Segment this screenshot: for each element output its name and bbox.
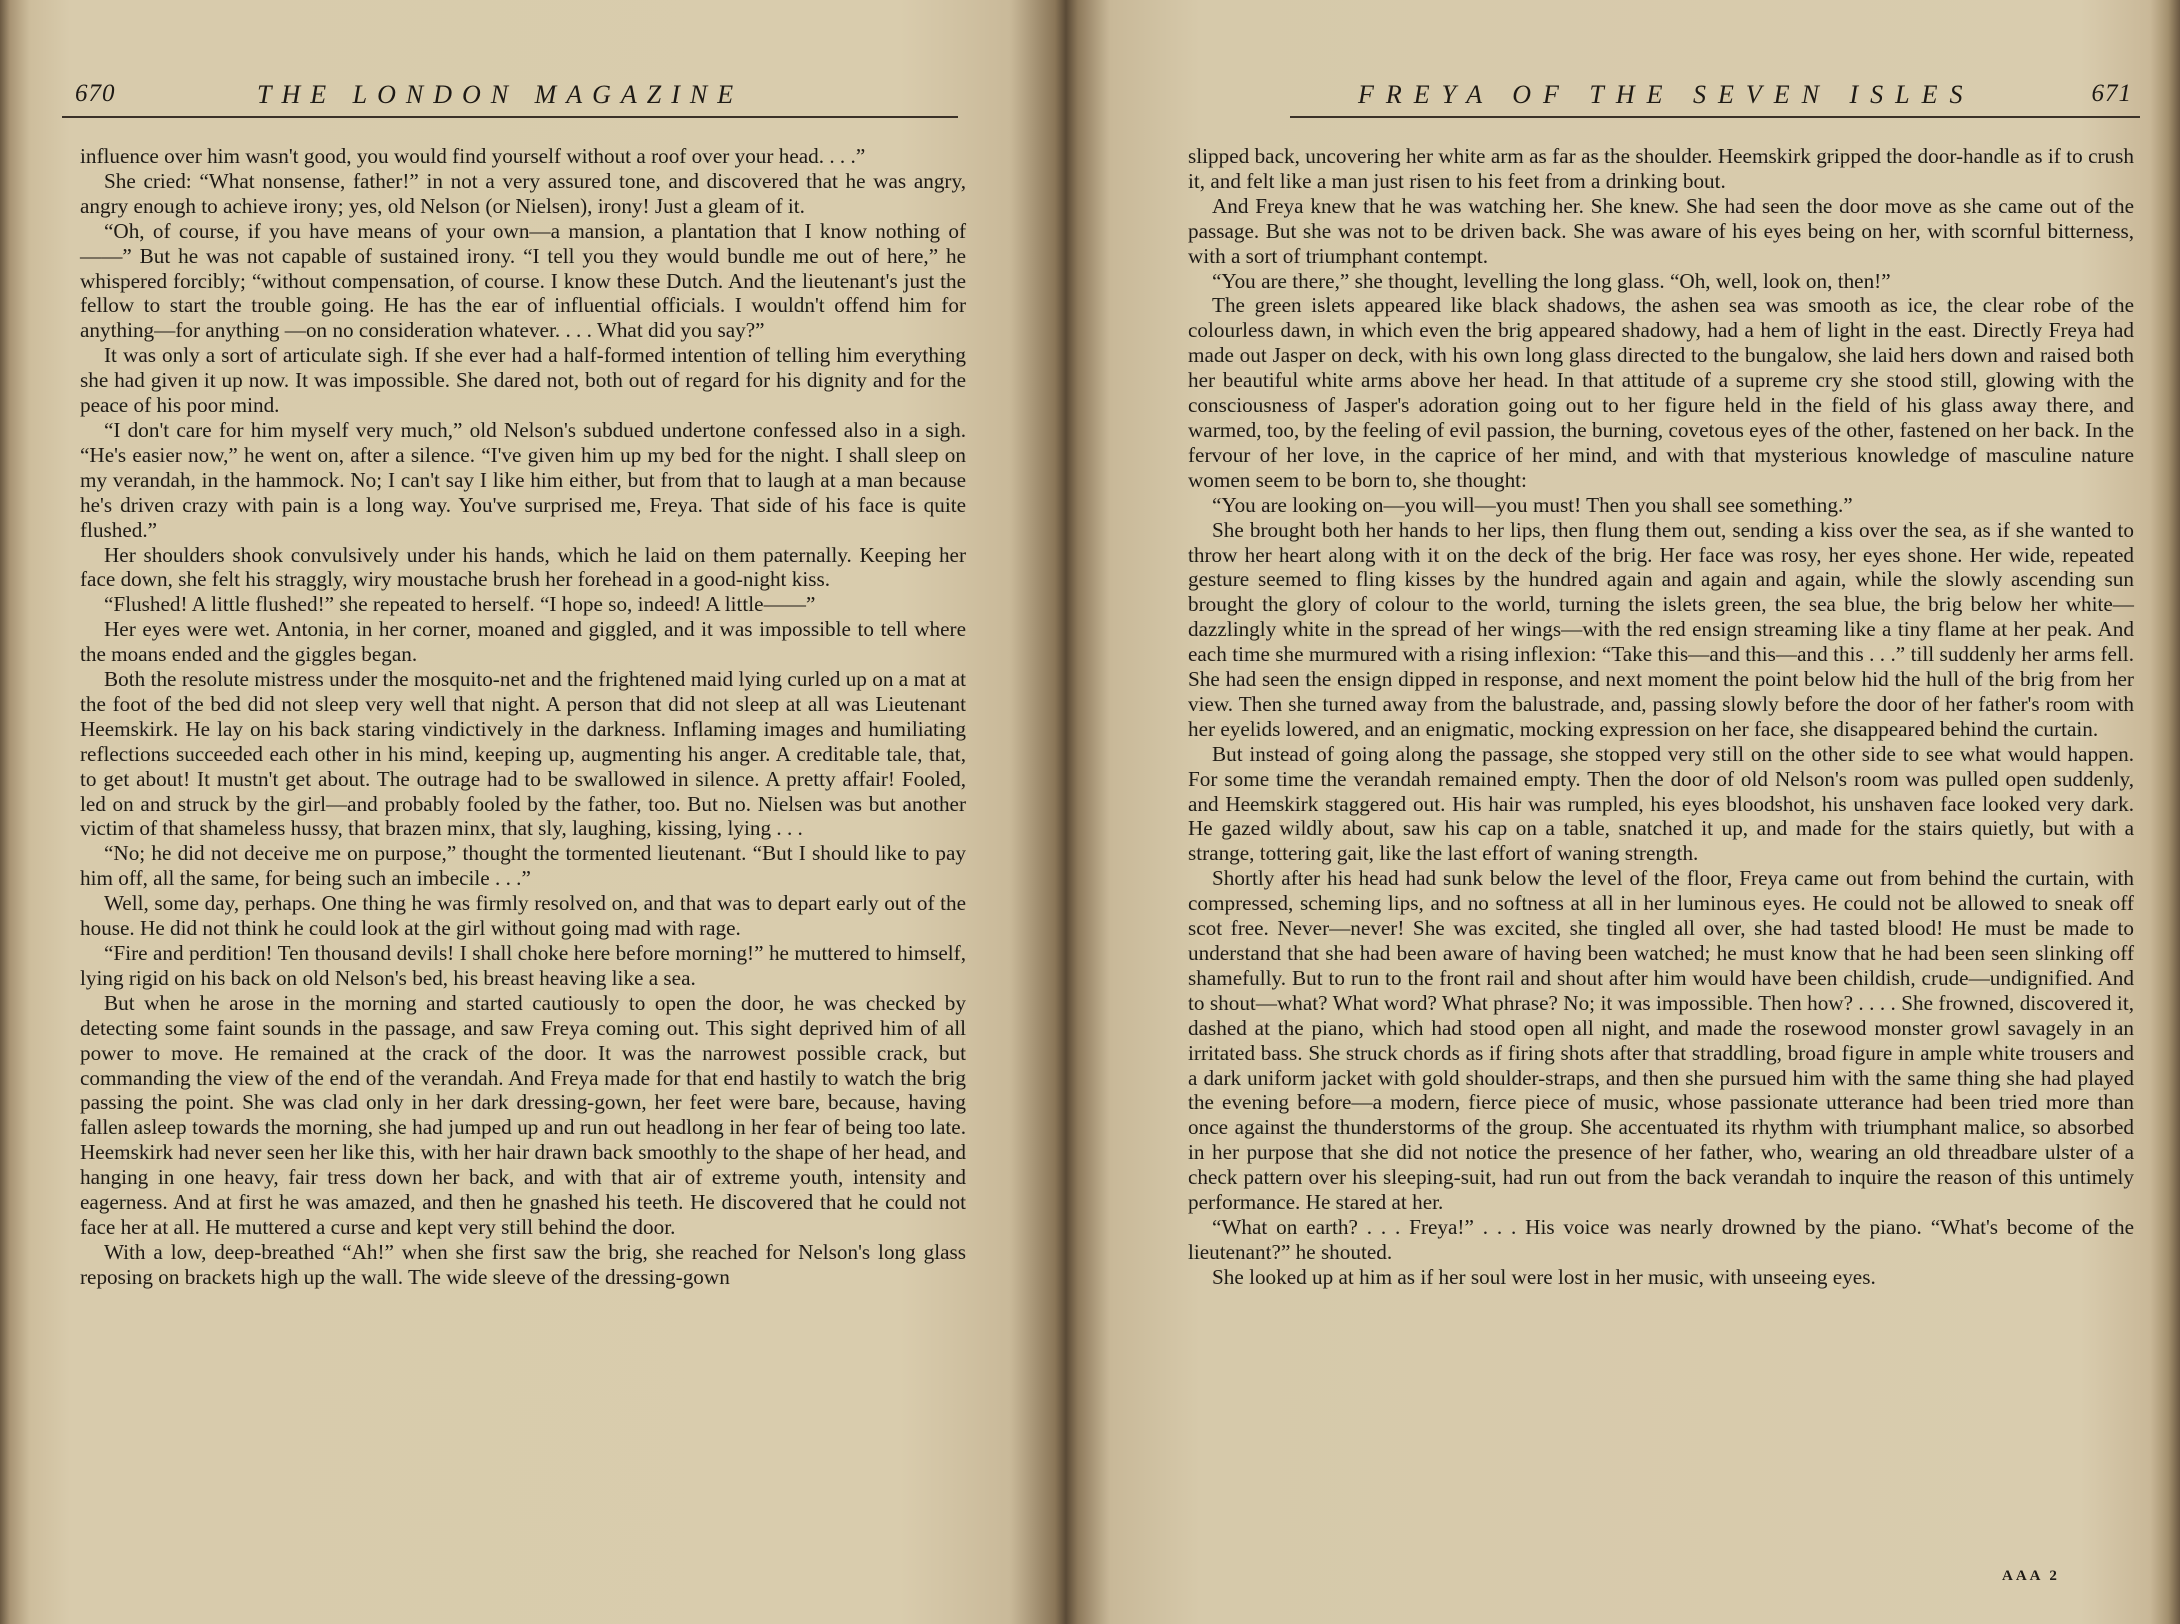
paragraph: “You are there,” she thought, levelling the long glass. “Oh, well, look on, then!” [1212,268,1891,293]
paragraph: She looked up at him as if her soul were lost in her music, with unseeing eyes. [1212,1264,1876,1289]
paragraph: “Flushed! A little flushed!” she repeated to herself. “I hope so, indeed! A little——” [104,592,816,617]
paragraph: “What on earth? . . . Freya!” . . . His voice was nearly drowned by the piano. “What's become of the lieutenant?” he shouted. [1188,1214,2134,1264]
right-page-number: 671 [2091,80,2132,107]
paragraph: Her eyes were wet. Antonia, in her corner, moaned and giggled, and it was impossible to tell where the moans ended and the giggles began. [80,617,966,667]
paragraph: The green islets appeared like black shadows, the ashen sea was smooth as ice, the clear robe of the colourless dawn, in which even the brig appeared shadowy, had a hem of light in the east. Directly Freya had made out Jasper on deck, with his own long glass directed to the bungalow, she laid hers down and raised both her beautiful white arms above her head. In that attitude of a supreme cry she stood still, glowing with the consciousness of Jasper's adoration going out to her figure held in the field of his glass away there, and warmed, too, by the feeling of evil passion, the burning, covetous eyes of the other, fastened on her back. In the fervour of her love, in the caprice of her mind, and with that mysterious knowledge of masculine nature women seem to be born to, she thought: [1188,293,2134,492]
paragraph: She brought both her hands to her lips, then flung them out, sending a kiss over the sea, as if she wanted to throw her heart along with it on the deck of the brig. Her face was rosy, her eyes shone. Her wide, repeated gesture seemed to fling kisses by the hundred again and again and again, while the slowly ascending sun brought the glory of colour to the world, turning the islets green, the sea blue, the brig below her white—dazzlingly white in the spread of her wings—with the red ensign streaming like a tiny flame at her peak. And each time she murmured with a rising inflexion: “Take this—and this—and this . . .” till suddenly her arms fell. She had seen the ensign dipped in response, and next moment the point below hid the hull of the brig from her view. Then she turned away from the balustrade, and, passing slowly before the door of her father's room with her eyelids lowered, and an enigmatic, mocking expression on her face, she disappeared behind the curtain. [1188,517,2134,741]
right-running-header [1290,70,2140,118]
paragraph: “Oh, of course, if you have means of your own—a mansion, a plantation that I know nothing of——” But he was not capable of sustained irony. “I tell you they would bundle me out of here,” he whispered forcibly; “without compensation, of course. I know these Dutch. And the lieutenant's just the fellow to start the trouble going. He has the ear of influential officials. I wouldn't offend him for anything—for anything —on no consideration whatever. . . . What did you say?” [80,218,966,343]
paragraph: And Freya knew that he was watching her. She knew. She had seen the door move as she came out of the passage. But she was not to be driven back. She was aware of his eyes being on her, with scornful bitterness, with a sort of triumphant contempt. [1188,193,2134,268]
paragraph: Shortly after his head had sunk below the level of the floor, Freya came out from behind the curtain, with compressed, scheming lips, and no softness at all in her luminous eyes. He could not be allowed to sneak off scot free. Never—never! She was excited, she tingled all over, she had tasted blood! He must be made to understand that she had been aware of having been watched; he must know that he had been seen slinking off shamefully. But to run to the front rail and shout after him would have been childish, crude—undignified. And to shout—what? What word? What phrase? No; it was impossible. Then how? . . . . She frowned, discovered it, dashed at the piano, which had stood open all night, and made the rosewood monster growl savagely in an irritated bass. She struck chords as if firing shots after that straddling, broad figure in ample white trousers and a dark uniform jacket with gold shoulder-straps, and then she pursued him with the same thing she had played the evening before—a modern, fierce piece of music, whose passionate utterance had been tried more than once against the thunderstorms of the group. She accentuated its rhythm with triumphant malice, so absorbed in her purpose that she did not notice the presence of her father, who, wearing an old threadbare ulster of a check pattern over his sleeping-suit, had run out from the back verandah to inquire the reason of this untimely performance. He stared at her. [1188,866,2134,1215]
paragraph: slipped back, uncovering her white arm as far as the shoulder. Heemskirk gripped the door-handle as if to crush it, and felt like a man just risen to his feet from a drinking bout. [1188,144,2134,193]
left-page [0,0,1066,1624]
paragraph: “You are looking on—you will—you must! Then you shall see something.” [1212,492,1853,517]
paragraph: With a low, deep-breathed “Ah!” when she first saw the brig, she reached for Nelson's long glass reposing on brackets high up the wall. The wide sleeve of the dressing-gown [80,1239,966,1289]
paragraph: “Fire and perdition! Ten thousand devils! I shall choke here before morning!” he muttered to himself, lying rigid on his back on old Nelson's bed, his breast heaving like a sea. [80,941,966,990]
left-page-number: 670 [75,80,116,107]
paragraph: “I don't care for him myself very much,” old Nelson's subdued undertone confessed also in a sigh. “He's easier now,” he went on, after a silence. “I've given him up my bed for the night. I shall sleep on my verandah, in the hammock. No; I can't say I like him either, but from that to laugh at a man because he's driven crazy with pain is a long way. You've surprised me, Freya. That side of his face is quite flushed.” [80,417,966,542]
left-running-head-title: THE LONDON MAGAZINE [257,80,744,109]
paragraph: Well, some day, perhaps. One thing he was firmly resolved on, and that was to depart early out of the house. He did not think he could look at the girl without going mad with rage. [80,891,966,941]
signature-mark: AAA 2 [2002,1568,2060,1584]
paragraph: But instead of going along the passage, she stopped very still on the other side to see what would happen. For some time the verandah remained empty. Then the door of old Nelson's room was pulled open suddenly, and Heemskirk staggered out. His hair was rumpled, his eyes bloodshot, his unshaven face looked very dark. He gazed wildly about, saw his cap on a table, snatched it up, and made for the stairs quietly, but with a strange, tottering gait, like the last effort of waning strength. [1188,741,2134,866]
paragraph: But when he arose in the morning and started cautiously to open the door, he was checked by detecting some faint sounds in the passage, and saw Freya coming out. This sight deprived him of all power to move. He remained at the crack of the door. It was the narrowest possible crack, but commanding the view of the end of the verandah. And Freya made for that end hastily to watch the brig passing the point. She was clad only in her dark dressing-gown, her feet were bare, because, having fallen asleep towards the morning, she had jumped up and run out headlong in her fear of being too late. Heemskirk had never seen her like this, with her hair drawn back smoothly to the shape of her head, and hanging in one heavy, fair tress down her back, and with that air of extreme youth, intensity and eagerness. And at first he was amazed, and then he gnashed his teeth. He discovered that he could not face her at all. He muttered a curse and kept very still behind the door. [80,990,966,1239]
paragraph: “No; he did not deceive me on purpose,” thought the tormented lieutenant. “But I should like to pay him off, all the same, for being such an imbecile . . .” [80,841,966,891]
paragraph: It was only a sort of articulate sigh. If she ever had a half-formed intention of telling him everything she had given it up now. It was impossible. She dared not, both out of regard for his dignity and for the peace of his poor mind. [80,343,966,418]
paragraph: influence over him wasn't good, you would find yourself without a roof over your head. . . .” [80,144,866,168]
paragraph: Both the resolute mistress under the mosquito-net and the frightened maid lying curled up on a mat at the foot of the bed did not sleep very well that night. A person that did not sleep at all was Lieutenant Heemskirk. He lay on his back staring vindictively in the darkness. Inflaming images and humiliating reflections succeeded each other in his mind, keeping up, augmenting his anger. A creditable tale, that, to get about! It mustn't get about. The outrage had to be swallowed in silence. A pretty affair! Fooled, led on and struck by the girl—and probably fooled by the father, too. But no. Nielsen was but another victim of that shameless hussy, that brazen minx, that sly, laughing, kissing, lying . . . [80,667,966,841]
right-page [1066,0,2180,1624]
right-running-head-title: FREYA OF THE SEVEN ISLES [1358,80,1975,109]
left-page-body [80,144,966,1290]
right-page-body [1188,144,2134,1290]
paragraph: She cried: “What nonsense, father!” in not a very assured tone, and discovered that he was angry, angry enough to achieve irony; yes, old Nelson (or Nielsen), irony! Just a gleam of it. [80,168,966,218]
paragraph: Her shoulders shook convulsively under his hands, which he laid on them paternally. Keeping her face down, she felt his straggly, wiry moustache brush her forehead in a good-night kiss. [80,542,966,592]
left-running-header [62,70,958,118]
